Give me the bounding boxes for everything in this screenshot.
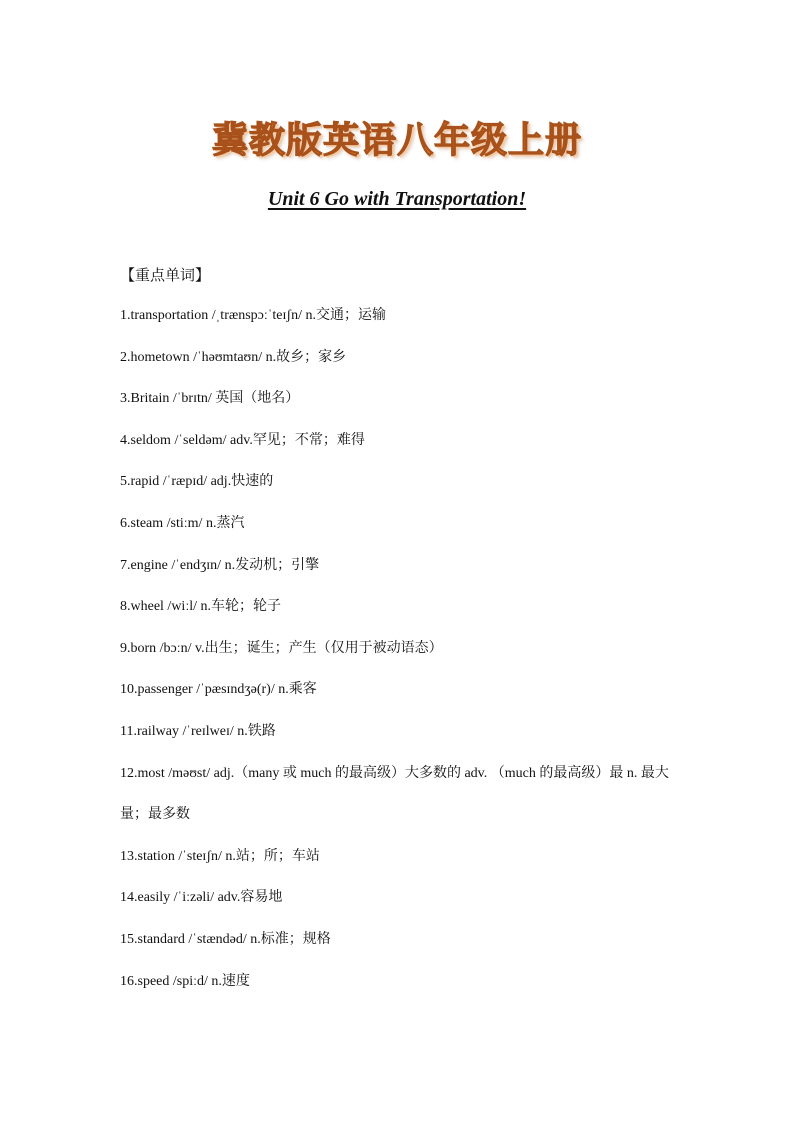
section-heading: 【重点单词】: [120, 266, 211, 284]
vocab-list: [120, 295, 680, 1002]
vocab-item: 13.station /ˈsteɪʃn/ n.站；所；车站: [120, 848, 320, 864]
vocab-item: 12.most /məʊst/ adj.（many 或 much 的最高级）大多数的 adv. （much 的最高级）最 n. 最大量；最多数: [120, 765, 669, 823]
vocab-item: 9.born /bɔːn/ v.出生；诞生；产生（仅用于被动语态）: [120, 640, 443, 656]
vocab-item: 1.transportation /ˌtrænspɔːˈteɪʃn/ n.交通；运输: [120, 308, 386, 323]
vocab-item: 2.hometown /ˈhəʊmtaʊn/ n.故乡；家乡: [120, 349, 347, 365]
vocab-item: 16.speed /spiːd/ n.速度: [120, 973, 250, 989]
vocab-item: 8.wheel /wiːl/ n.车轮；轮子: [120, 599, 281, 615]
vocab-item: 3.Britain /ˈbrɪtn/ 英国（地名）: [120, 391, 300, 407]
vocab-item: 15.standard /ˈstændəd/ n.标准；规格: [120, 931, 331, 947]
vocab-item: 5.rapid /ˈræpɪd/ adj.快速的: [120, 474, 274, 490]
vocab-item: 10.passenger /ˈpæsɪndʒə(r)/ n.乘客: [120, 682, 317, 698]
vocab-item: 11.railway /ˈreɪlweɪ/ n.铁路: [120, 723, 276, 739]
document-main-title: 冀教版英语八年级上册: [211, 120, 582, 161]
vocab-item: 4.seldom /ˈseldəm/ adv.罕见；不常；难得: [120, 432, 365, 448]
unit-title: Unit 6 Go with Transportation!: [267, 188, 527, 210]
vocab-item: 7.engine /ˈendʒɪn/ n.发动机；引擎: [120, 557, 320, 573]
vocab-item: 14.easily /ˈiːzəli/ adv.容易地: [120, 890, 283, 906]
vocab-item: 6.steam /stiːm/ n.蒸汽: [120, 515, 245, 531]
